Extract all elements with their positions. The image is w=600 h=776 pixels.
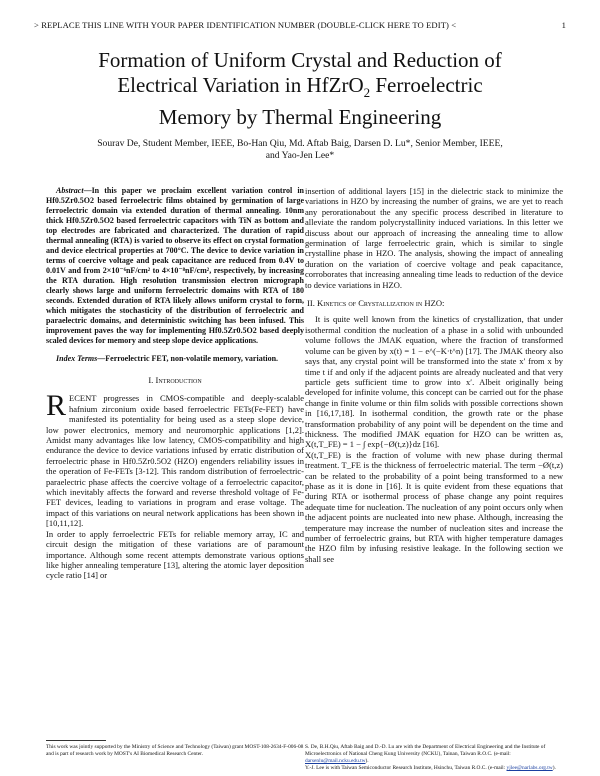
intro-paragraph-1: RECENT progresses in CMOS-compatible and deeply-scalable hafnium zirconium oxide based ferroelectric FETs(Fe-FET) have manifested its potentiality for being used as a steep slope device, low power electronics, memory and neuromorphic applications [1,2]. Amidst many advantages like low latency, CMOS-compatibility and high endurance the device to device variations infused by erratic distribution of ferroelectric phase in Hf0.5Zr0.5O2 (HZO) engenders reliability issues in the operation of Fe-FETs [3-12]. This random distribution of ferroelectric-paraelectric phase affects the coercive voltage of a ferroelectric capacitor, which inevitably affects the forward and reverse threshold voltage of Fe-FET devices, leading to variations in program and erase voltage. The impact of this variations on neural network applications has been shown in [10,11,12]. (46, 389, 304, 529)
author-line-1: Sourav De, Student Member, IEEE, Bo-Han Qiu, Md. Aftab Baig, Darsen D. Lu*, Senior Member, IEEE, (97, 138, 503, 149)
abstract-text: —In this paper we proclaim excellent variation control in Hf0.5Zr0.5O2 based ferroelectric films obtained by germination of large ferroelectric domain via extended duration of thermal annealing. 10nm thick Hf0.5Zr0.5O2 based ferroelectric capacitors with TiN as bottom and top electrodes are fabricated and characterized. The duration of rapid thermal annealing (RTA) is varied to observe its effect on crystal formation and device electrical properties at 700°C. The device to device variation in terms of coercive voltage and peak capacitance are reduced from 0.4V to 0.01V and from 2×10⁻⁶nF/cm² to 4×10⁻⁸nF/cm², respectively, by increasing the RTA duration. High resolution transmission electron micrograph clearly shows large and uniform ferroelectric domains with RTA of 180 seconds. Extended duration of RTA likely allows uniform crystal to form, which mitigates the stochasticity of the distribution of ferroelectric and paraelectric domains, and deterministic switching has been infused. This improvement paves the way for implementing Hf0.5Zr0.5O2 based deeply scaled devices for memory and steep slope device applications. (46, 186, 304, 345)
abstract-label: Abstract (56, 186, 84, 195)
funding-footnote: This work was jointly supported by the Ministry of Science and Technology (Taiwan) grant MOST-108-2634-F-006-08 and is part of research work by MOST's AI Biomedical Research Center. (46, 744, 304, 757)
paper-title (40, 48, 560, 130)
footnote-rule-left (46, 740, 106, 741)
kinetics-paragraph-2: X(t,T_FE) is the fraction of volume with new phase during thermal treatment. T_FE is the thickness of ferroelectric material. The term −Ø(t,z) can be related to the probability of a point being transformed to a new phase as it is done in [16]. It is quite evident from these equations that during RTA or isothermal process of phase change any point requires adequate time for nucleation. The nucleation of any point occurs only when the adjacent points are nucleated into new phase. Although, increasing the temperature may increase the number of nucleation sites and increase the number of ferroelectric grains, but RTA with higher temperature damages the HZO film by infusing resistive leakage. In the following section we shall see (305, 449, 563, 564)
index-terms-text: —Ferroelectric FET, non-volatile memory, variation. (97, 354, 279, 363)
left-column (46, 186, 304, 581)
index-terms-label: Index Terms (56, 354, 98, 363)
title-line-2: Electrical Variation in HfZrO$_2$ Ferroelectric (117, 73, 483, 101)
drop-cap: R (46, 389, 67, 423)
email-link-lu[interactable]: darsenlu@mail.ncku.edu.tw (305, 758, 366, 764)
header-placeholder-text[interactable]: > REPLACE THIS LINE WITH YOUR PAPER IDENTIFICATION NUMBER (DOUBLE-CLICK HERE TO EDIT) < (34, 20, 457, 30)
affiliation-footnote (305, 744, 563, 772)
intro-paragraph-2: In order to apply ferroelectric FETs for reliable memory array, IC and circuit design the mitigation of these variations are of paramount importance. Although some recent attempts demonstrate various options like higher annealing temperature [13], altering the atomic layer deposition cycle ratio [14] or (46, 528, 304, 581)
section-heading-kinetics: II. Kinetics of Crystallization in HZO: (307, 298, 445, 309)
title-line-3: Memory by Thermal Engineering (158, 105, 442, 130)
section-heading-introduction: I. Introduction (148, 375, 202, 385)
abstract (46, 186, 304, 346)
author-line-2: and Yao-Jen Lee* (265, 150, 335, 161)
running-header (34, 20, 566, 34)
affiliation-footnote-1: S. De, B.H.Qiu, Aftab Baig and D.-D. Lu are with the Department of Electrical Engineering and the Institute of Microelectronics of National Cheng Kung University (NCKU), Tainan, Taiwan R.O.C. (e-mail: darsenlu@mail.ncku.edu.tw). (305, 744, 546, 764)
email-link-lee[interactable]: yjlee@narlabs.org.tw (506, 765, 553, 771)
page-number: 1 (561, 20, 566, 30)
affiliation-footnote-2: Y.-J. Lee is with Taiwan Semiconductor Research Institute, Hsinchu, Taiwan R.O.C. (e-mail: yjlee@narlabs.org.tw). (305, 765, 556, 771)
right-column (305, 186, 563, 564)
index-terms (46, 354, 304, 364)
author-list (40, 138, 560, 162)
title-line-1: Formation of Uniform Crystal and Reduction of (98, 48, 502, 72)
kinetics-paragraph-1: It is quite well known from the kinetics of crystallization, that under isothermal condition the nucleation of a phase in a solid with unbounded volume follows the JMAK equation, where the fraction of transformed volume can be given by x(t) = 1 − e^(−K·t^n) [17]. The JMAK theory also says that, any crystal point will be transformed into the state x′ from x by time t if and only if the adjacent points are already nucleated and that very particle gets sufficient time to grow into x′. Albeit originally being developed for infinite volume, this concept can be carried out for the phase change in finite volume or thin film solids with possible corrections shown in [16,17,18]. In isothermal condition, the growth rate or the phase transformation probability of any point will be dependent on the time and thickness. The modified JMAK equation for HZO can be written as, X(t,T_FE) = 1 − ∫ exp{−Ø(t,z)}dz [16]. (305, 314, 563, 450)
intro-paragraph-continued: insertion of additional layers [15] in the dielectric stack to minimize the variations in HZO by increasing the number of grains, we are yet to reach any perorationabout the any specific process described in literature to alleviate the random polycrystallinity induced variations. In this letter we discuss about our approach of increasing the annealing time to allow germination of large ferroelectric grain, which is similar to single crystalline phase in HZO. The analysis, showing the impact of annealing duration on the variation of coercive voltage and peak capacitance, corroborates that increasing annealing time leads to reduction of the device to device variations in HZO. (305, 186, 563, 290)
